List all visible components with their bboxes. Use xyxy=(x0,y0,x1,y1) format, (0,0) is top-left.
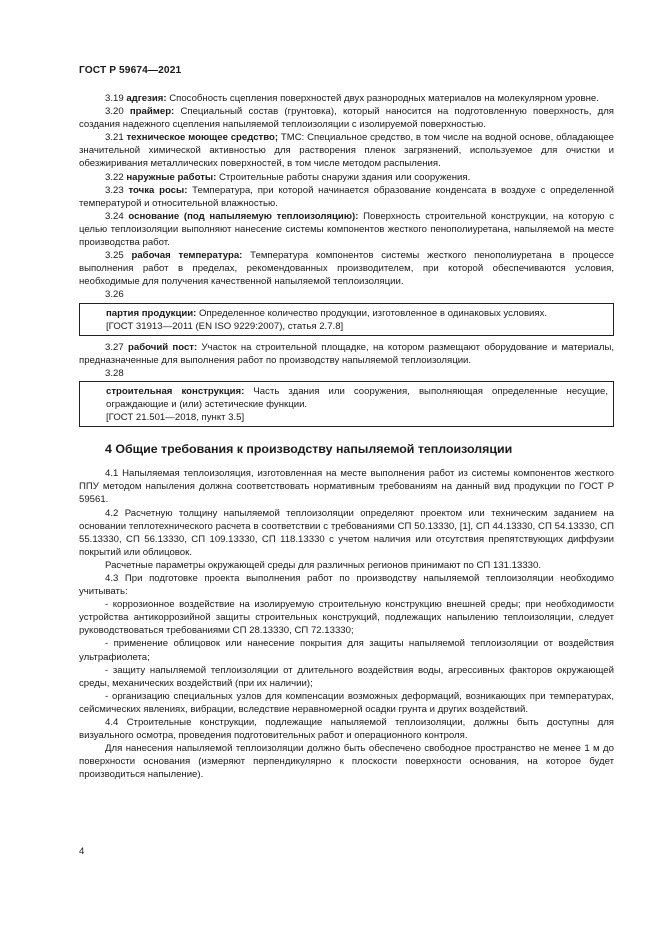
paragraph-4-4: 4.4 Строительные конструкции, подлежащие напыляемой теплоизоляции, должны быть доступны для визуального осмотра, проведения подготовительных работ и операционного контроля. xyxy=(79,717,614,742)
page-number: 4 xyxy=(79,846,85,857)
term-3-26-reference: [ГОСТ 31913—2011 (EN ISO 9229:2007), статья 2.7.8] xyxy=(106,320,344,332)
term-3-26-number: 3.26 xyxy=(105,289,124,301)
paragraph-4-3: 4.3 При подготовке проекта выполнения работ по производству напыляемой теплоизоляции необходимо учитывать: xyxy=(79,573,614,598)
term-3-28-number: 3.28 xyxy=(105,367,124,379)
term-3-20: 3.20 праймер: Специальный состав (грунтовка), который наносится на подготовленную поверхность, для создания надежного сцепления напыляемой теплоизоляции с изолируемой поверхностью. xyxy=(79,106,615,131)
section-4-title: 4 Общие требования к производству напыляемой теплоизоляции xyxy=(105,442,513,457)
paragraph-clearance: Для нанесения напыляемой теплоизоляции должно быть обеспечено свободное пространство не менее 1 м до поверхности основания (измеряют перпендикулярно к плоскости поверхности основания, на которое будет производиться напыление). xyxy=(79,743,614,781)
list-item-corrosion: - коррозионное воздействие на изолируемую строительную конструкцию внешней среды; при необходимости устройства антикоррозийной защиты строительных конструкций, подлежащих напылению теплоизоляции, следует руководствоваться требованиями СП 28.13330, СП 72.13330; xyxy=(79,599,614,637)
term-3-24: 3.24 основание (под напыляемую теплоизоляцию): Поверхность строительной конструкции, на которую с целью теплоизоляции выполняют нанесение системы компонентов жесткого пенополиуретана, напыляемой на месте производства работ. xyxy=(79,210,615,249)
list-item-deformation: - организацию специальных узлов для компенсации возможных деформаций, возникающих при температурах, сейсмических явлениях, вибрации, вследствие неравномерной осадки грунта и других воздействий. xyxy=(79,690,614,715)
term-3-28-box xyxy=(79,381,614,427)
paragraph-4-1: 4.1 Напыляемая теплоизоляция, изготовленная на месте выполнения работ из системы компонентов жесткого ППУ методом напыления должна соответствовать нормативным требованиям на данный вид продукции по ГОСТ Р 59561. xyxy=(79,468,614,506)
term-3-25: 3.25 рабочая температура: Температура компонентов системы жесткого пенополиуретана в процессе выполнения работ в пределах, рекомендованных производителем, при которой обеспечиваются условия, необходимые для получения качественной напыляемой теплоизоляции. xyxy=(79,250,615,288)
term-3-26-definition: партия продукции: Определенное количество продукции, изготовленное в одинаковых условиях. xyxy=(106,307,548,319)
term-3-22: 3.22 наружные работы: Строительные работы снаружи здания или сооружения. xyxy=(105,171,471,183)
term-3-21: 3.21 техническое моющее средство; ТМС: Специальное средство, в том числе на водной основе, обладающее значительной химической активностью для растворения пленок загрязнений, используемое для очистки и обезжиривания металлических поверхностей, в том числе методом распыления. xyxy=(79,132,614,170)
term-3-26-box xyxy=(79,303,614,336)
paragraph-climate: Расчетные параметры окружающей среды для различных регионов принимают по СП 131.13330. xyxy=(105,559,541,571)
term-3-28-definition: строительная конструкция: Часть здания или сооружения, выполняющая определенные несущие, ограждающие и (или) эстетические функции. xyxy=(106,385,608,411)
term-3-23: 3.23 точка росы: Температура, при которой начинается образование конденсата в воздухе с определенной температурой и относительной влажностью. xyxy=(79,184,614,209)
term-3-28-reference: [ГОСТ 21.501—2018, пункт 3.5] xyxy=(106,412,245,424)
term-3-19: 3.19 адгезия: Способность сцепления поверхностей двух разнородных материалов на молекулярном уровне. xyxy=(105,93,599,104)
list-item-water: - защиту напыляемой теплоизоляции от длительного воздействия воды, агрессивных факторов окружающей среды, механических воздействий (при их наличии); xyxy=(79,664,614,689)
document-header: ГОСТ Р 59674—2021 xyxy=(79,65,182,76)
paragraph-4-2: 4.2 Расчетную толщину напыляемой теплоизоляции определяют проектом или техническим заданием на основании теплотехнического расчета в соответствии с требованиями СП 50.13330, [1], СП 44.13330, СП 54.13330, СП 55.13330, СП 56.13330, СП 109.13330, СП 118.13330 с учетом наличия или отсутствия препятствующих диффузии покрытий или облицовок. xyxy=(79,507,614,558)
term-3-27: 3.27 рабочий пост: Участок на строительной площадке, на котором размещают оборудование и материалы, предназначенные для выполнения работ по производству напыляемой теплоизоляции. xyxy=(79,341,615,366)
list-item-uv: - применение облицовок или нанесение покрытия для защиты напыляемой теплоизоляции от воздействия ультрафиолета; xyxy=(79,638,614,663)
page-content xyxy=(79,92,614,782)
